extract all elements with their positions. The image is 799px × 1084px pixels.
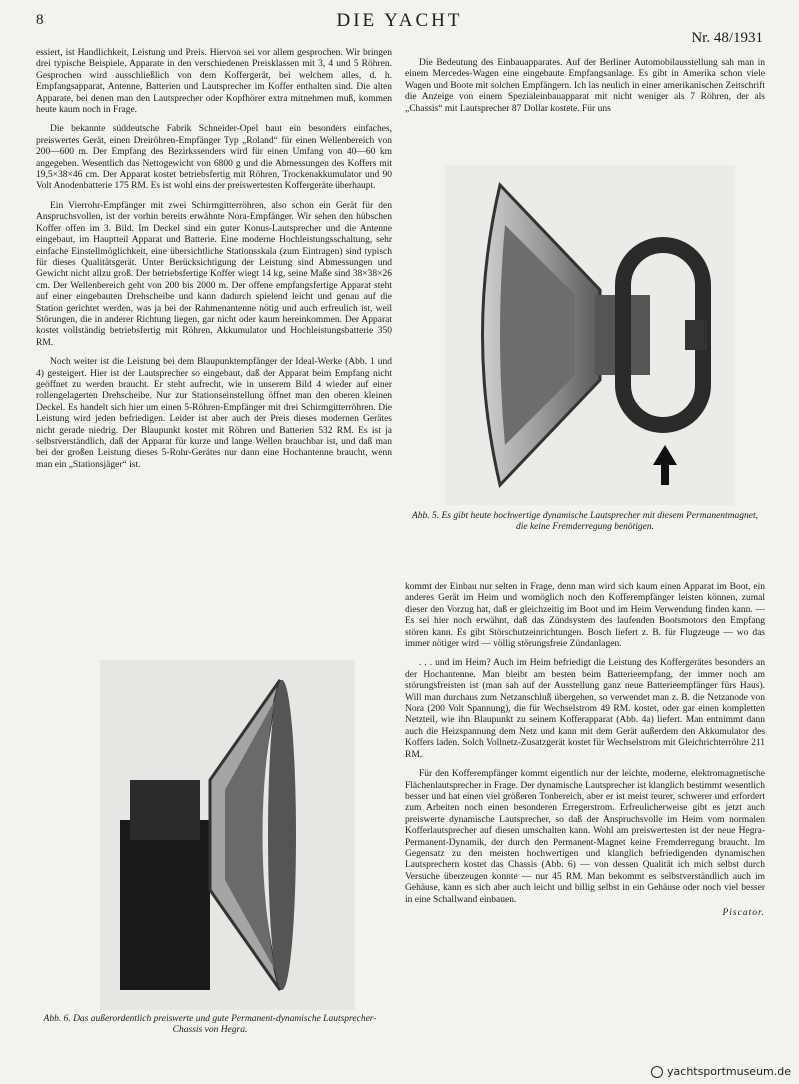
watermark [651, 1065, 791, 1078]
right-column-bottom [405, 582, 765, 1074]
page-number: 8 [36, 12, 44, 28]
paragraph: essiert, ist Handlichkeit, Leistung und Preis. Hiervon sei vor allem gesprochen. Wir bringen drei typische Beispiele, Apparate in den verschiedenen Preisklassen mit 3, 4 und 5 Röhren. Gesprochen wird ausschließlich von dem Koffergerät, bei welchem alles, d. h. Empfangsapparat, Antenne, Batterien und Lautsprecher im Koffer enthalten sind. Die alten Apparate, bei denen man den Lautsprecher oder Kopfhörer extra mitnehmen muß, kommen heute kaum noch in Frage. [36, 48, 392, 116]
figure-5-speaker-photo [445, 165, 735, 505]
paragraph: Ein Vierrohr-Empfänger mit zwei Schirmgitterröhren, also schon ein Gerät für den Anspruchsvollen, ist der vorhin bereits erwähnte Nora-Empfänger. Wir sehen den hübschen Koffer offen im 3. Bild. Im Deckel sind ein guter Konus-Lautsprecher und die Antenne eingebaut, im Hauptteil Apparat und Batterie. Eine moderne Hochleistungsschaltung, sehr einfache Einstellmöglichkeit, eine übersichtliche Stationsskala (zum Eintragen) sind typisch für dieses Qualitätsgerät. Unter Berücksichtigung der Leistung sind Abmessungen und Gewicht nicht allzu groß. Der betriebsfertige Koffer wiegt 14 kg, seine Maße sind 38×38×26 cm. Der Wellenbereich geht von 200 bis 2000 m. Der offene empfangsfertige Apparat steht auf einer eingebauten Drehscheibe und kann dadurch spielend leicht und genau auf die Station gerichtet werden, was ja bei der Rahmenantenne nötig und auch erfreulich ist, weil Störungen, die in anderer Richtung liegen, gar nicht oder kaum hereinkommen. Der Apparat kostet vollständig betriebsfertig mit Röhren, Akkumulator und Hochleistungsbatterie 350 RM. [36, 200, 392, 348]
left-column [36, 48, 392, 654]
paragraph: Die bekannte süddeutsche Fabrik Schneider-Opel baut ein besonders einfaches, preiswertes Gerät, einen Dreiröhren-Empfänger Typ „Roland“ für einen Wellenbereich von 200—600 m. Der Empfang des Bezirkssenders wird für einen Umfang von 40—60 km angegeben. Wesentlich das Nettogewicht von 6800 g und die Abmessungen des Koffers mit 19,5×38×46 cm. Der Apparat kostet betriebsfertig mit Röhren, Trockenakkumulator und 90 Volt Anodenbatterie 175 RM. Es ist wohl eins der preiswertesten Koffergeräte überhaupt. [36, 124, 392, 192]
paragraph: . . . und im Heim? Auch im Heim befriedigt die Leistung des Koffergerätes besonders an der Hochantenne. Man bleibt am besten beim Batterieempfang, der immer noch am störungsfreisten ist (man sah auf der Ausstellung ganz neue Batterieempfänger fürs Haus). Will man durchaus zum Netzanschluß übergehen, so verwendet man z. B. die Netzanode von Nora (200 Volt Spannung), die für Wechselstrom 49 RM. kostet, oder gar einen kompletten Netzteil, wie ihn Blaupunkt zu seinem Kofferapparat (Abb. 4a) liefert. Man entnimmt dann auch die Heizspannung dem Netz und kann mit dem Gerät außerdem den Akkumulator des Koffers laden. Solch Vollnetz-Zusatzgerät kostet für Wechselstrom mit Gleichrichterröhre 211 RM. [405, 658, 765, 760]
masthead: DIE YACHT [336, 10, 463, 31]
paragraph: Für den Kofferempfänger kommt eigentlich nur der leichte, moderne, elektromagnetische Flächenlautsprecher in Frage. Der dynamische Lautsprecher ist klanglich bestimmt wesentlich besser und hat einen viel größeren Tonbereich, aber er ist meist teurer, schwerer und erfordert zum Arbeiten noch einen besonderen Erregerstrom. Erfreulicherweise gibt es jetzt auch preiswerte dynamische Lautsprecher, so daß der Anspruchsvolle im Heim vom normalen Kofferlautsprecher auf diesen umschalten kann. Wohl am preiswertesten ist der neue Hegra-Permanent-Dynamik, der durch den Permanent-Magnet keine Fremderregung braucht. Im Gegensatz zu den meisten hochwertigen und klanglich befriedigenden dynamischen Lautsprechern kostet das Chassis (Abb. 6) — von dessen Qualität ich mich selbst durch Versuche überzeugen konnte — nur 45 RM. Man bekommt es selbstverständlich auch im Gehäuse, kann es sich aber auch leicht und billig selbst in ein Gehäuse oder noch viel besser in eine Schallwand einbauen. [405, 769, 765, 905]
paragraph: kommt der Einbau nur selten in Frage, denn man wird sich kaum einen Apparat im Boot, ein anderes Gerät im Heim und womöglich noch den Kofferempfänger leisten können, zumal dieser den Vorzug hat, daß er gleichzeitig im Boot und im Heim Verwendung finden kann. — Es sei hier noch erwähnt, daß das Zündsystem des laufenden Bootsmotors den Empfang stören kann. Es gibt Störschutzeinrichtungen. Bosch liefert z. B. für Flugzeuge — wo das immer nötiger wird — völlig störungsfreie Zündanlagen. [405, 582, 765, 650]
figure-6-speaker-photo [100, 660, 355, 1010]
paragraph: Noch weiter ist die Leistung bei dem Blaupunktempfänger der Ideal-Werke (Abb. 1 und 4) gesteigert. Hier ist der Lautsprecher so eingebaut, daß der Apparat beim Empfang nicht geöffnet zu werden braucht. Er steht aufrecht, wie in unserem Bild 4 wieder auf einer rollengelagerten Drehscheibe. Nur zur Stationseinstellung öffnet man den oberen kleinen Deckel. Es handelt sich hier um einen 5-Röhren-Empfänger mit drei Schirmgitterröhren. Die Leistung wird jeden befriedigen. Leider ist aber auch der Preis dieses modernen Gerätes nicht gerade niedrig. Der Blaupunkt kostet mit Röhren und Batterien 532 RM. Es ist ja selbstverständlich, daß der Apparat für kurze und lange Wellen brauchbar ist, und daß man bei der großen Leistung dieses 5-Rohr-Gerätes nur dann eine Hochantenne braucht, wenn man ein „Stationsjäger“ ist. [36, 357, 392, 470]
right-column-top [405, 58, 765, 158]
author-signature: Piscator. [722, 907, 765, 918]
camera-ring-icon [651, 1066, 663, 1078]
hegra-chassis-illustration [100, 660, 355, 1010]
figure-5-caption: Abb. 5. Es gibt heute hochwertige dynamische Lautsprecher mit diesem Permanentmagnet, die keine Fremderregung benötigen. [411, 511, 759, 532]
issue-number: Nr. 48/1931 [691, 30, 763, 46]
figure-6-caption: Abb. 6. Das außerordentlich preiswerte und gute Permanent-dynamische Lautsprecher-Chassis von Hegra. [43, 1014, 377, 1035]
speaker-magnet-illustration [445, 165, 735, 505]
paragraph: Die Bedeutung des Einbauapparates. Auf der Berliner Automobilausstellung sah man in einem Mercedes-Wagen eine eingebaute Empfangsanlage. Es gibt in Amerika schon viele Wagen und Boote mit solchen Empfängern. Ich las neulich in einer amerikanischen Zeitschrift die Anzeige von einem Spezialeinbauapparat mit nicht weniger als 7 Röhren, der als „Chassis“ mit Lautsprecher 87 Dollar kostete. Für uns [405, 58, 765, 114]
watermark-text: yachtsportmuseum.de [667, 1065, 791, 1078]
